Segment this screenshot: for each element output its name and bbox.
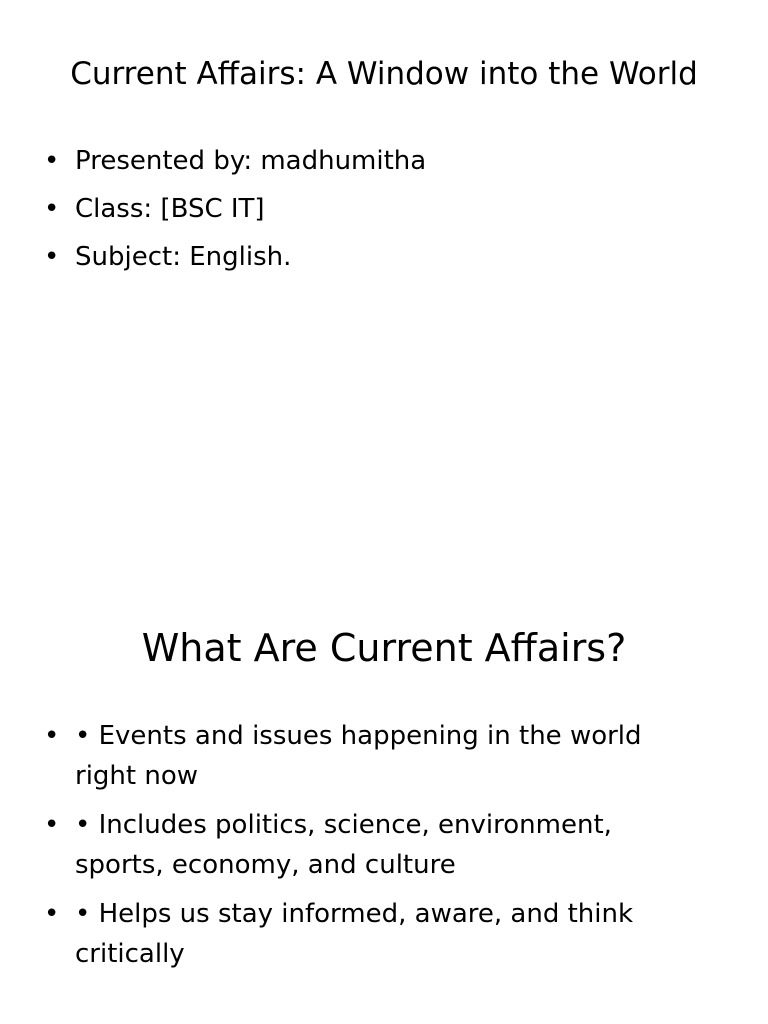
bullet-list	[0, 140, 685, 284]
bullet-item	[0, 140, 685, 182]
bullet-dot-icon: •	[44, 810, 60, 840]
bullet-dot-icon: •	[44, 242, 60, 272]
bullet-dot-icon: •	[44, 194, 60, 224]
bullet-text: Subject: English.	[75, 242, 292, 272]
bullet-item	[0, 188, 685, 230]
slide-title: What Are Current Affairs?	[141, 626, 627, 670]
slide-2	[0, 576, 768, 1024]
bullet-item	[0, 716, 685, 796]
bullet-dot-icon: •	[44, 721, 60, 751]
bullet-dot-icon: •	[44, 146, 60, 176]
bullet-text: • Includes politics, science, environment, sports, economy, and culture	[75, 810, 612, 880]
bullet-text: Presented by: madhumitha	[75, 146, 427, 176]
bullet-item	[0, 805, 685, 885]
bullet-text: • Events and issues happening in the world right now	[75, 721, 642, 791]
bullet-item	[0, 894, 685, 974]
bullet-text: Class: [BSC IT]	[75, 194, 265, 224]
bullet-list	[0, 716, 685, 983]
bullet-text: • Helps us stay informed, aware, and think critically	[75, 899, 634, 969]
slide-title: Current Affairs: A Window into the World	[70, 56, 698, 92]
bullet-dot-icon: •	[44, 899, 60, 929]
bullet-item	[0, 236, 685, 278]
